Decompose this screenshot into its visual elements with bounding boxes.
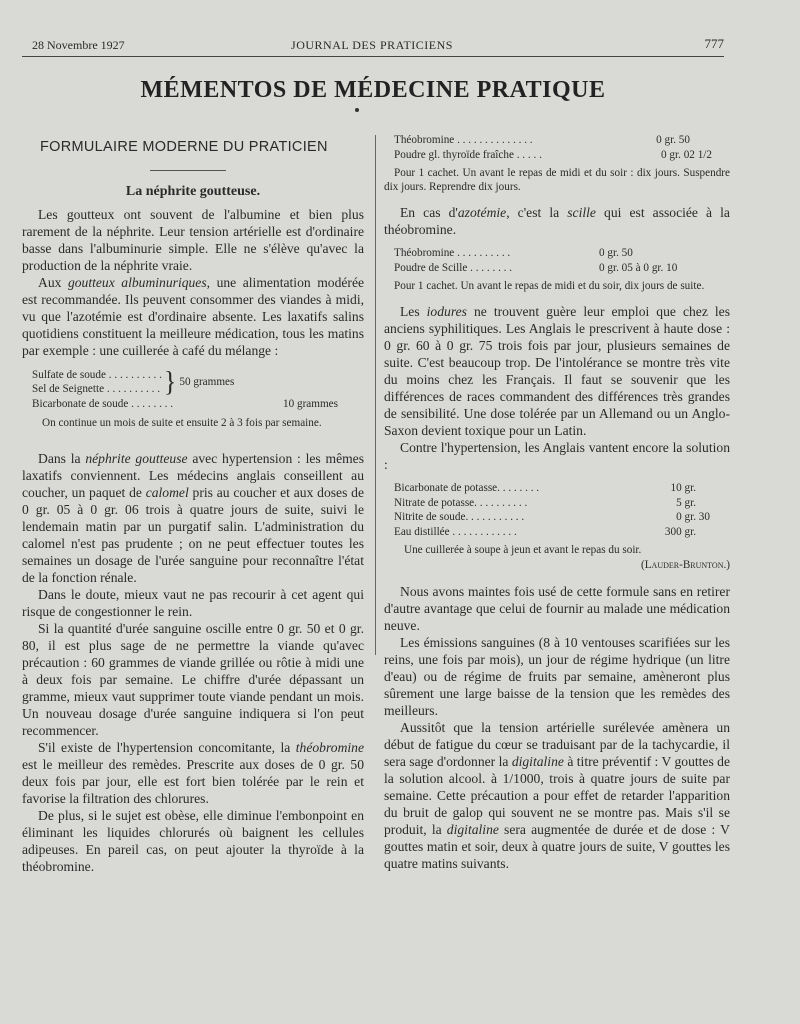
rx-dose: 0 gr. 50 — [599, 247, 633, 259]
header-rule — [22, 56, 724, 57]
left-column — [22, 135, 364, 875]
paragraph: Si la quantité d'urée sanguine oscille entre 0 gr. 50 et 0 gr. 80, il est plus sage de ne permettre la viande qu'avec précaution : 60 grammes de viande grillée ou rôtie à midi une à deux fois par semaine. Le chiffre d'urée dépassant un gramme, mieux vaut supprimer toute viande pendant un mois. Un nouveau dosage d'urée sanguine indiquera si l'on peut recommencer. — [22, 620, 364, 738]
rx-note: Une cuillerée à soupe à jeun et avant le repas du soir. — [404, 544, 642, 556]
rx-item: Eau distillée . . . . . . . . . . . . — [394, 525, 517, 538]
rx-dose: 5 gr. — [676, 496, 696, 509]
rx-dose: 10 grammes — [283, 398, 338, 410]
journal-name: JOURNAL DES PRATICIENS — [291, 38, 453, 52]
rx-item: Bicarbonate de potasse. . . . . . . . — [394, 482, 540, 494]
rx-attribution: (Lauder-Brunton.) — [640, 559, 730, 571]
rx-note: On continue un mois de suite et ensuite 2 à 3 fois par semaine. — [42, 416, 322, 429]
paragraph: S'il existe de l'hypertension concomitante, la théobromine est le meilleur des remèdes. Prescrite aux doses de 0 gr. 50 deux fois par jour, elle est fort bien tolérée par le rein et favorise la filtration des chlorures. — [22, 739, 364, 806]
rx-note: Pour 1 cachet. Un avant le repas de midi et du soir : dix jours. Suspendre dix jours. Reprendre dix jours. — [384, 167, 730, 193]
rx-dose: 0 gr. 02 1/2 — [661, 148, 712, 161]
paragraph: Nous avons maintes fois usé de cette formule sans en retirer d'autre avantage que celui de fournir au malade une médication neuve. — [384, 583, 730, 633]
paragraph: Les émissions sanguines (8 à 10 ventouses scarifiées sur les reins, une fois par mois), un jour de régime hydrique (un litre d'eau) ou de régime de fruits par semaine, amèneront plus sûrement une large baisse de la tension que les remèdes des meilleurs. — [384, 634, 730, 718]
page-title: MÉMENTOS DE MÉDECINE PRATIQUE — [140, 77, 606, 103]
rx-dose: 0 gr. 30 — [676, 511, 710, 523]
rx-dose: 0 gr. 05 à 0 gr. 10 — [599, 261, 678, 274]
rx-dose: 10 gr. — [670, 482, 696, 494]
rx-dose: 0 gr. 50 — [656, 134, 690, 146]
paragraph: Les iodures ne trouvent guère leur emploi que chez les anciens syphilitiques. Les Anglais le prescrivent à haute dose : 0 gr. 60 à 0 gr. 75 trois fois par jour, plusieurs semaines de suite. C'est beaucoup trop. De l'intolérance se montre très vite du moins chez les Français. Il faut se souvenir que les différences de races commandent des différences très grandes de sensibilité. Une dose tolérée par un Allemand ou un Anglo-Saxon devient toxique pour un Latin. — [384, 304, 730, 438]
section-title: FORMULAIRE MODERNE DU PRATICIEN — [40, 139, 328, 155]
issue-date: 28 Novembre 1927 — [32, 38, 125, 52]
prescription-1 — [32, 367, 364, 430]
paragraph: Dans le doute, mieux vaut ne pas recourir à cet agent qui risque de congestionner le rein. — [22, 586, 364, 619]
rx-item: Bicarbonate de soude . . . . . . . . — [32, 398, 174, 410]
paragraph: Contre l'hypertension, les Anglais vantent encore la solution : — [384, 440, 730, 472]
right-column — [384, 133, 730, 872]
rx-item: Nitrate de potasse. . . . . . . . . . — [394, 496, 528, 509]
prescription-2 — [384, 133, 730, 194]
section-rule — [150, 170, 226, 171]
paragraph: De plus, si le sujet est obèse, elle diminue l'embonpoint en éliminant les liquides chlorurés où baignent les cellules adipeuses. En pareil cas, on peut ajouter la thyroïde à la théobromine. — [22, 807, 364, 874]
paragraph: Aux goutteux albuminuriques, une alimentation modérée est recommandée. Ils peuvent consommer des viandes à midi, vu que l'azotémie est d'ordinaire absente. Les laxatifs salins quotidiens constituent la meilleure médication, tous les matins par exemple : une cuillerée à café du mélange : — [22, 275, 365, 358]
rx-item: Sulfate de soude . . . . . . . . . . — [32, 368, 162, 381]
prescription-3 — [394, 246, 730, 293]
paragraph: Dans la néphrite goutteuse avec hypertension : les mêmes laxatifs conviennent. Les médecins anglais conseillent au coucher, un paquet de calomel pris au coucher et aux doses de 0 gr. 05 à 0 gr. 06 trois à quatre jours de suite, suivi le lendemain matin par un purgatif salin. L'administration du calomel n'est pas prudente ; on ne peut effectuer toutes les semaines un dosage de l'urée sanguine pour reconnaître l'état de la fonction rénale. — [22, 450, 365, 585]
rx-item: Poudre de Scille . . . . . . . . — [394, 261, 513, 274]
paragraph: Aussitôt que la tension artérielle surélevée amènera un début de fatigue du cœur se traduisant par de la tachycardie, il sera sage d'ordonner la digitaline à titre préventif : V gouttes de la solution alcool. à 1/1000, trois à quatre jours de suite par semaine. Cette précaution a pour effet de retarder l'apparition du bruit de galop qui souvent ne se montre pas. Mais s'il se produit, la digitaline sera augmentée de durée et de dose : V gouttes matin et soir, deux à quatre jours de suite, V gouttes les quatre matins suivants. — [384, 719, 730, 871]
paragraph: En cas d'azotémie, c'est la scille qui est associée à la théobromine. — [384, 205, 730, 237]
column-divider — [375, 135, 376, 655]
rx-item: Poudre gl. thyroïde fraîche . . . . . — [394, 148, 542, 161]
rx-item: Sel de Seignette . . . . . . . . . . — [32, 383, 161, 395]
rx-item: Nitrite de soude. . . . . . . . . . . — [394, 511, 525, 523]
rx-dose: 50 grammes — [179, 375, 235, 388]
title-ornament — [355, 108, 359, 112]
prescription-4 — [394, 481, 730, 573]
rx-item: Théobromine . . . . . . . . . . . . . . — [394, 134, 533, 146]
running-header — [20, 36, 724, 52]
rx-note: Pour 1 cachet. Un avant le repas de midi et du soir, dix jours de suite. — [394, 280, 705, 292]
rx-item: Théobromine . . . . . . . . . . — [394, 247, 511, 259]
brace-symbol: } — [163, 365, 177, 398]
paragraph: Les goutteux ont souvent de l'albumine et bien plus rarement de la néphrite. Leur tension artérielle est d'ordinaire basse dans l'albuminurie simple. Elle ne s'élève qu'avec la production de la néphrite vraie. — [22, 207, 364, 273]
page-number: 777 — [704, 36, 724, 51]
rx-dose: 300 gr. — [664, 525, 696, 538]
subsection-title: La néphrite goutteuse. — [125, 184, 261, 199]
